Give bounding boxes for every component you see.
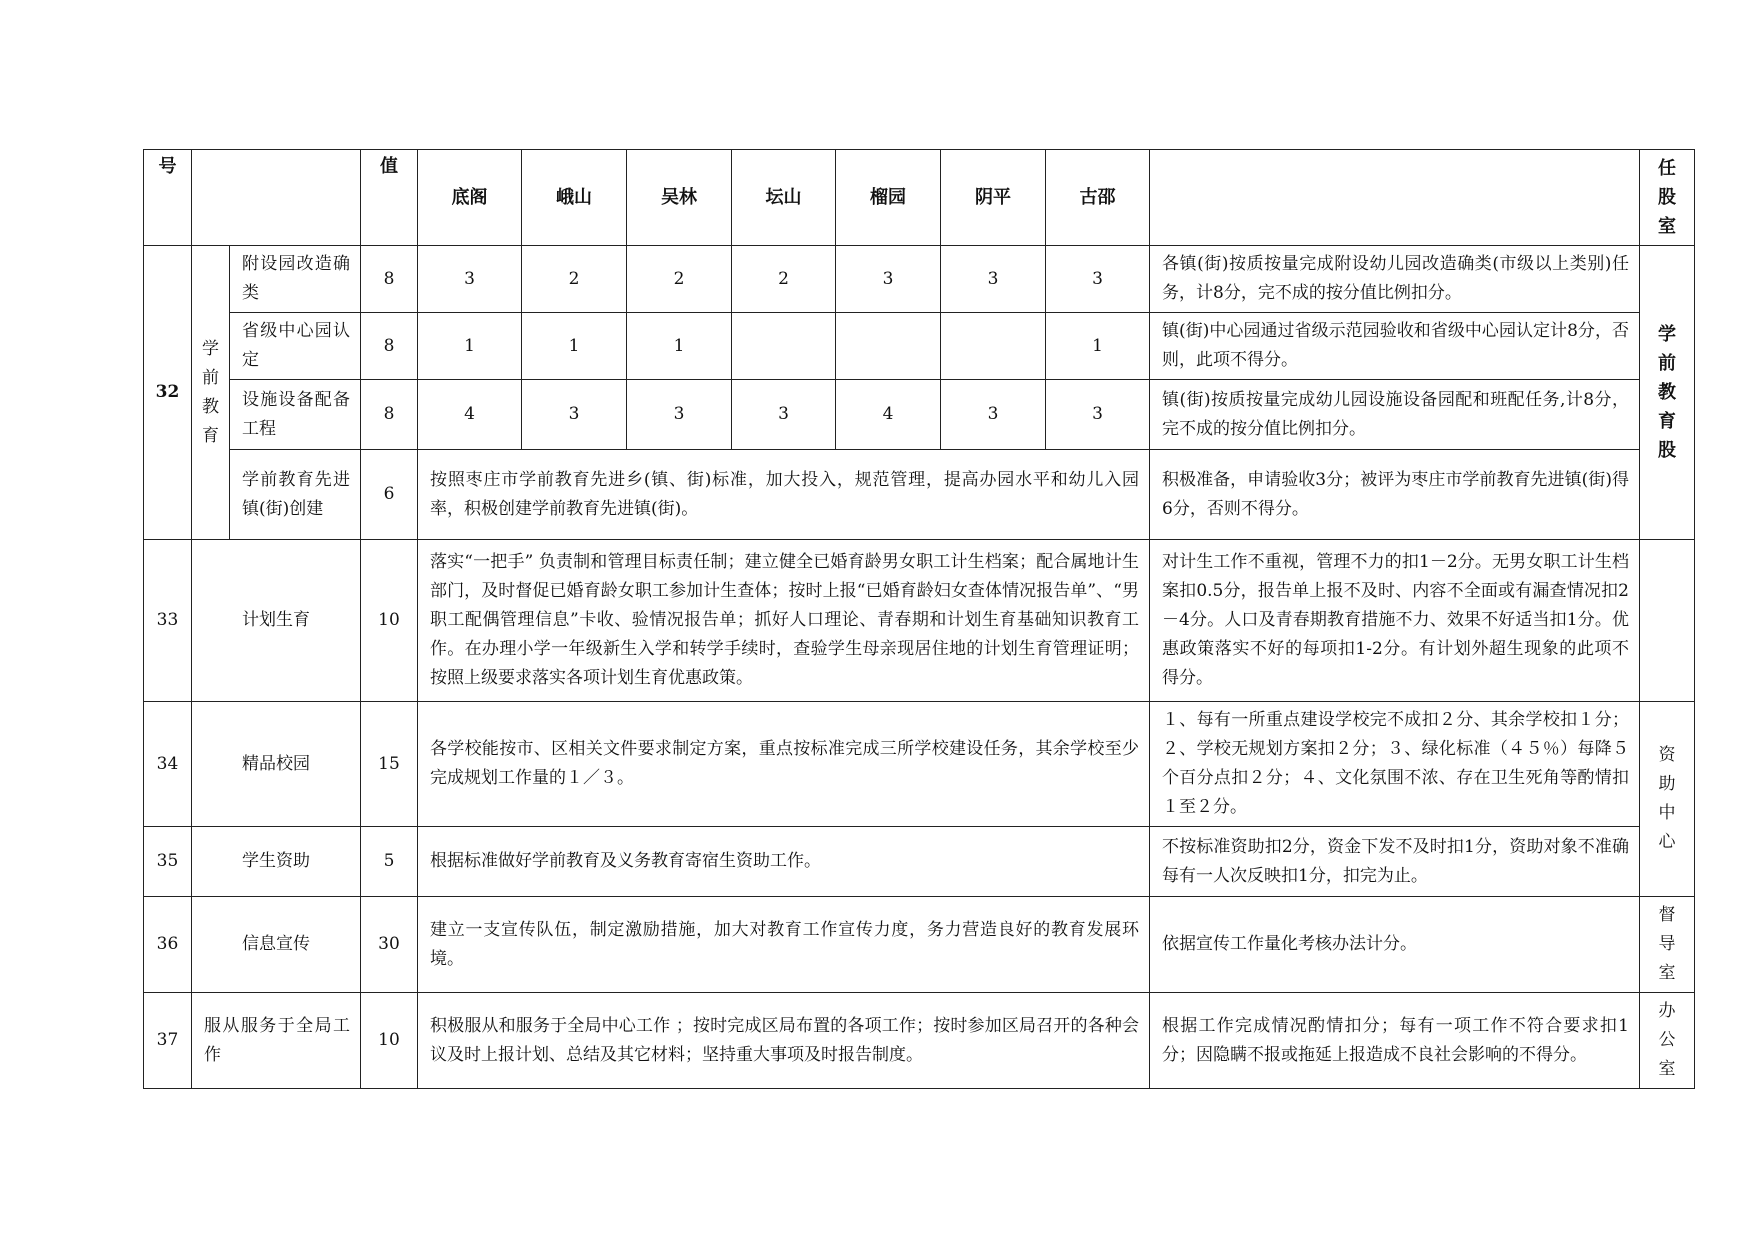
score: 3 — [627, 380, 732, 450]
row-no: 37 — [144, 993, 192, 1089]
table-row — [144, 702, 1695, 827]
header-town-1: 底阁 — [418, 150, 522, 246]
header-town-4: 坛山 — [732, 150, 836, 246]
item-value: 30 — [361, 897, 418, 993]
item-name: 精品校园 — [192, 702, 361, 827]
dept-duban: 督 导 室 — [1640, 897, 1695, 993]
score — [732, 313, 836, 380]
score: 1 — [418, 313, 522, 380]
score: 2 — [732, 246, 836, 313]
item-value: 6 — [361, 450, 418, 540]
score: 3 — [836, 246, 941, 313]
assessment-table — [143, 149, 1695, 1089]
table-row — [144, 450, 1695, 540]
dept-preschool: 学 前 教 育 股 — [1640, 246, 1695, 540]
item-content: 各学校能按市、区相关文件要求制定方案，重点按标准完成三所学校建设任务，其余学校至少完成规划工作量的１／３。 — [418, 702, 1150, 827]
header-value: 值 — [361, 150, 418, 246]
score: 2 — [522, 246, 627, 313]
row-no-32: 32 — [144, 246, 192, 540]
table-row — [144, 897, 1695, 993]
header-town-7: 古邵 — [1046, 150, 1150, 246]
score: 1 — [1046, 313, 1150, 380]
dept-bangong: 办 公 室 — [1640, 993, 1695, 1089]
table-row — [144, 380, 1695, 450]
item-value: 8 — [361, 246, 418, 313]
dept-cell — [1640, 540, 1695, 702]
item-content: 落实“一把手” 负责制和管理目标责任制；建立健全已婚育龄男女职工计生档案；配合属地计生部门，及时督促已婚育龄女职工参加计生查体；按时上报“已婚育龄妇女查体情况报告单”、“男职工配偶管理信息”卡收、验情况报告单；抓好人口理论、青春期和计划生育基础知识教育工作。在办理小学一年级新生入学和转学手续时，查验学生母亲现居住地的计划生育管理证明；按照上级要求落实各项计划生育优惠政策。 — [418, 540, 1150, 702]
item-name: 设施设备配备工程 — [230, 380, 361, 450]
scoring-rule: 根据工作完成情况酌情扣分；每有一项工作不符合要求扣1分；因隐瞒不报或拖延上报造成不良社会影响的不得分。 — [1150, 993, 1640, 1089]
item-content: 按照枣庄市学前教育先进乡(镇、街)标准，加大投入，规范管理，提高办园水平和幼儿入园率，积极创建学前教育先进镇(街)。 — [418, 450, 1150, 540]
dept-zizhu: 资 助 中 心 — [1640, 702, 1695, 897]
item-name: 信息宣传 — [192, 897, 361, 993]
item-value: 8 — [361, 313, 418, 380]
score: 3 — [732, 380, 836, 450]
row-no: 36 — [144, 897, 192, 993]
table-row — [144, 827, 1695, 897]
item-content: 积极服从和服务于全局中心工作 ；按时完成区局布置的各项工作；按时参加区局召开的各种会议及时上报计划、总结及其它材料；坚持重大事项及时报告制度。 — [418, 993, 1150, 1089]
item-name: 学生资助 — [192, 827, 361, 897]
row-no: 34 — [144, 702, 192, 827]
item-value: 15 — [361, 702, 418, 827]
header-town-3: 吴林 — [627, 150, 732, 246]
table-row — [144, 246, 1695, 313]
table-row — [144, 540, 1695, 702]
scoring-rule: 镇(街)中心园通过省级示范园验收和省级中心园认定计8分，否则，此项不得分。 — [1150, 313, 1640, 380]
scoring-rule: 各镇(街)按质按量完成附设幼儿园改造确类(市级以上类别)任务，计8分，完不成的按分值比例扣分。 — [1150, 246, 1640, 313]
row-no: 35 — [144, 827, 192, 897]
item-content: 建立一支宣传队伍，制定激励措施，加大对教育工作宣传力度，务力营造良好的教育发展环境。 — [418, 897, 1150, 993]
score: 1 — [627, 313, 732, 380]
item-value: 10 — [361, 540, 418, 702]
header-no: 号 — [144, 150, 192, 246]
table-row — [144, 313, 1695, 380]
item-content: 根据标准做好学前教育及义务教育寄宿生资助工作。 — [418, 827, 1150, 897]
header-town-6: 阴平 — [941, 150, 1046, 246]
score: 3 — [1046, 246, 1150, 313]
score — [836, 313, 941, 380]
score: 4 — [836, 380, 941, 450]
score: 1 — [522, 313, 627, 380]
score — [941, 313, 1046, 380]
score: 3 — [1046, 380, 1150, 450]
scoring-rule: 积极准备，申请验收3分；被评为枣庄市学前教育先进镇(街)得6分，否则不得分。 — [1150, 450, 1640, 540]
header-town-5: 榴园 — [836, 150, 941, 246]
scoring-rule: 不按标准资助扣2分，资金下发不及时扣1分，资助对象不准确每有一人次反映扣1分，扣完为止。 — [1150, 827, 1640, 897]
header-item — [192, 150, 361, 246]
score: 4 — [418, 380, 522, 450]
item-value: 8 — [361, 380, 418, 450]
score: 3 — [941, 380, 1046, 450]
item-name: 省级中心园认定 — [230, 313, 361, 380]
item-name: 学前教育先进镇(街)创建 — [230, 450, 361, 540]
item-value: 5 — [361, 827, 418, 897]
header-row — [144, 150, 1695, 246]
scoring-rule: 镇(街)按质按量完成幼儿园设施设备园配和班配任务,计8分，完不成的按分值比例扣分。 — [1150, 380, 1640, 450]
item-value: 10 — [361, 993, 418, 1089]
header-town-2: 峨山 — [522, 150, 627, 246]
score: 3 — [418, 246, 522, 313]
scoring-rule: 依据宣传工作量化考核办法计分。 — [1150, 897, 1640, 993]
score: 2 — [627, 246, 732, 313]
score: 3 — [941, 246, 1046, 313]
category-preschool: 学 前 教 育 — [192, 246, 230, 540]
score: 3 — [522, 380, 627, 450]
header-dept: 任 股 室 — [1640, 150, 1695, 246]
item-name: 服从服务于全局工作 — [192, 993, 361, 1089]
scoring-rule: 对计生工作不重视，管理不力的扣1－2分。无男女职工计生档案扣0.5分，报告单上报不及时、内容不全面或有漏查情况扣2－4分。人口及青春期教育措施不力、效果不好适当扣1分。优惠政策落实不好的每项扣1-2分。有计划外超生现象的此项不得分。 — [1150, 540, 1640, 702]
scoring-rule: １、每有一所重点建设学校完不成扣２分、其余学校扣１分；２、学校无规划方案扣２分；３、绿化标准（４５％）每降５个百分点扣２分；４、文化氛围不浓、存在卫生死角等酌情扣１至２分。 — [1150, 702, 1640, 827]
row-no: 33 — [144, 540, 192, 702]
item-name: 计划生育 — [192, 540, 361, 702]
item-name: 附设园改造确类 — [230, 246, 361, 313]
header-rule — [1150, 150, 1640, 246]
table-row — [144, 993, 1695, 1089]
